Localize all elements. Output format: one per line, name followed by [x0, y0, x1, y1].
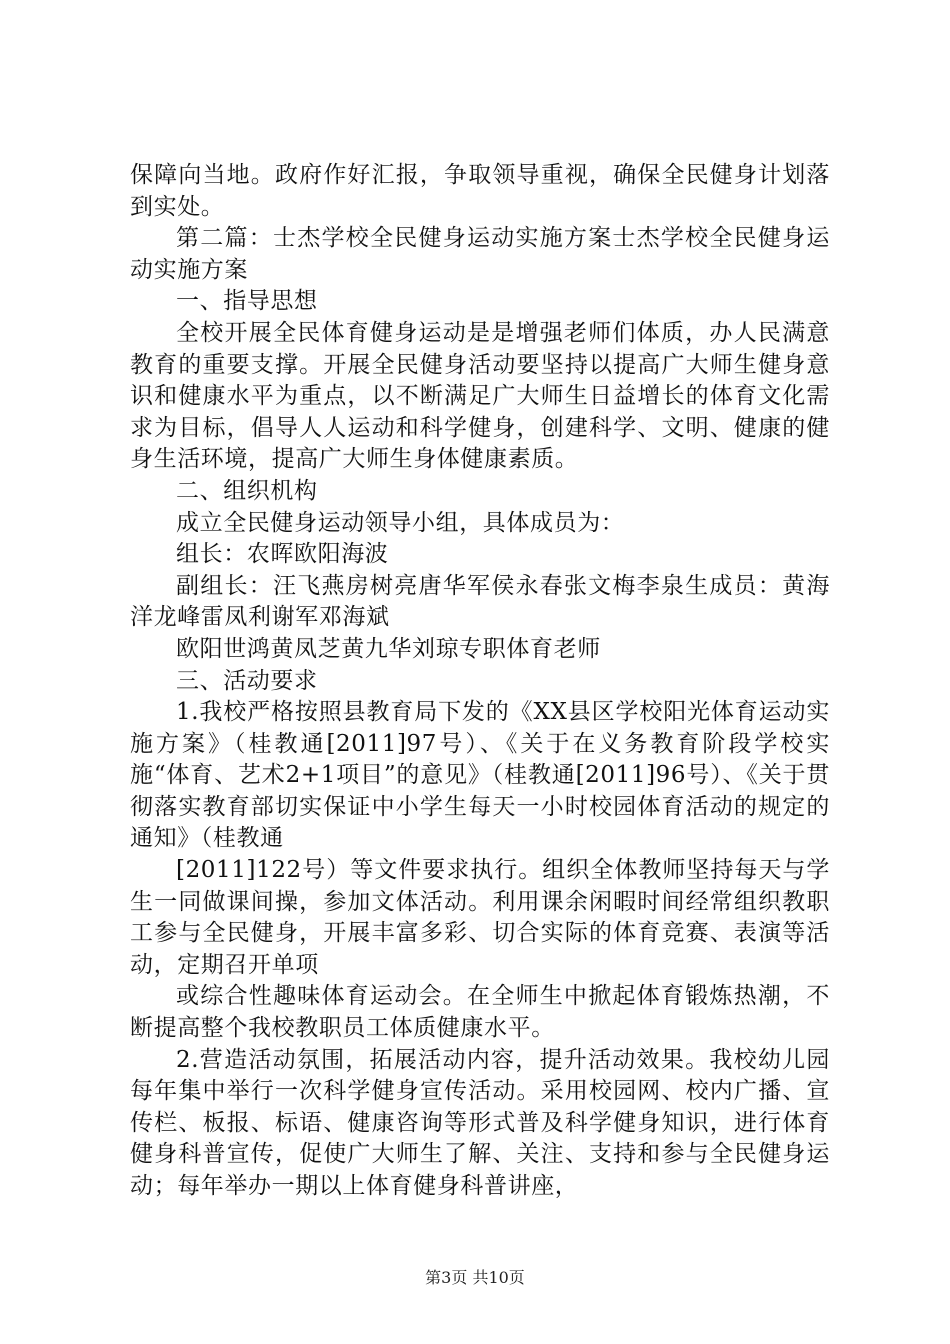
- paragraph-2: 第二篇：士杰学校全民健身运动实施方案士杰学校全民健身运动实施方案: [130, 225, 830, 283]
- paragraph-14: 2.营造活动氛围，拓展活动内容，提升活动效果。我校幼儿园每年集中举行一次科学健身宣传活动。采用校园网、校内广播、宣传栏、板报、标语、健康咨询等形式普及科学健身知识，进行体育健身科普宣传，促使广大师生了解、关注、支持和参与全民健身运动；每年举办一期以上体育健身科普讲座，: [130, 1046, 830, 1199]
- paragraph-8: 副组长：汪飞燕房树亮唐华军侯永春张文梅李泉生成员：黄海洋龙峰雷凤利谢军邓海斌: [130, 572, 830, 631]
- paragraph-7: 组长：农晖欧阳海波: [176, 541, 389, 568]
- paragraph-13: 或综合性趣味体育运动会。在全师生中掀起体育锻炼热潮，不断提高整个我校教职员工体质健康水平。: [130, 983, 830, 1042]
- paragraph-6: 成立全民健身运动领导小组，具体成员为：: [176, 509, 625, 536]
- page-number-footer: 第3页 共10页: [425, 1268, 525, 1287]
- paragraph-4: 全校开展全民体育健身运动是是增强老师们体质，办人民满意教育的重要支撑。开展全民健身活动要坚持以提高广大师生健身意识和健康水平为重点，以不断满足广大师生日益增长的体育文化需求为目标，倡导人人运动和科学健身，创建科学、文明、健康的健身生活环境，提高广大师生身体健康素质。: [130, 319, 830, 473]
- paragraph-11: 1.我校严格按照县教育局下发的《XX县区学校阳光体育运动实施方案》（桂教通[2011]97号）、《关于在义务教育阶段学校实施“体育、艺术2+1项目”的意见》（桂教通[2011]96号）、《关于贯彻落实教育部切实保证中小学生每天一小时校园体育活动的规定的通知》（桂教通: [130, 699, 830, 852]
- paragraph-12: [2011]122号）等文件要求执行。组织全体教师坚持每天与学生一同做课间操，参加文体活动。利用课余闲暇时间经常组织教职工参与全民健身，开展丰富多彩、切合实际的体育竞赛、表演等活动，定期召开单项: [130, 857, 830, 978]
- paragraph-1: 保障向当地。政府作好汇报，争取领导重视，确保全民健身计划落到实处。: [130, 162, 830, 220]
- heading-guiding-ideology: 一、指导思想: [176, 288, 318, 315]
- heading-organization: 二、组织机构: [176, 477, 318, 504]
- paragraph-9: 欧阳世鸿黄凤芝黄九华刘琼专职体育老师: [176, 635, 601, 662]
- heading-activity-requirements: 三、活动要求: [176, 667, 318, 694]
- document-body: [130, 160, 830, 1203]
